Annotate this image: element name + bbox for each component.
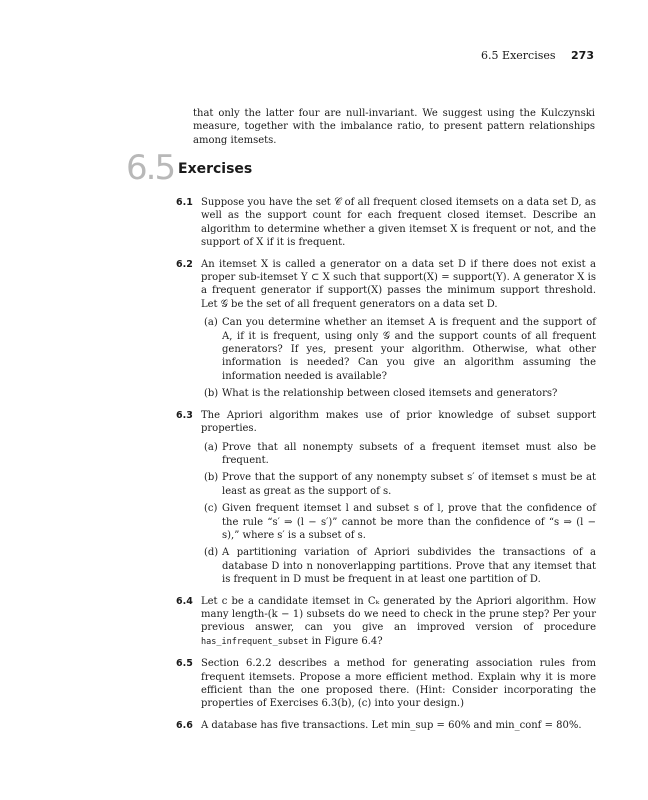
exercise-6-5 (176, 657, 596, 711)
part-text: Can you determine whether an itemset A is frequent and the support of A, if it is frequent, using only 𝒢 and the support counts of all frequent generators? If yes, present your algorithm. Otherwise, what other information is needed? Can you give an algorithm assuming the information needed is available? (222, 317, 596, 382)
part-label: (b) (204, 472, 219, 484)
intro-paragraph: that only the latter four are null-invariant. We suggest using the Kulczynski measure, together with the imbalance ratio, to present pattern relationships among itemsets. (193, 108, 595, 146)
exercise-number: 6.4 (176, 595, 193, 607)
exercise-part (201, 316, 596, 383)
exercise-text (201, 595, 596, 650)
exercise-text: Section 6.2.2 describes a method for generating association rules from frequent itemsets. Propose a more efficient method. Explain why it is more efficient than the one proposed there. (Hint: Consider incorporating the properties of Exercises 6.3(b), (c) into your design.) (201, 658, 596, 710)
exercise-part (201, 546, 596, 586)
exercise-6-6 (176, 719, 596, 732)
part-label: (c) (204, 503, 218, 515)
exercise-text: The Apriori algorithm makes use of prior knowledge of subset support properties. (201, 409, 596, 435)
section-title: Exercises (178, 161, 253, 177)
exercise-6-1 (176, 196, 596, 250)
exercise-part (201, 441, 596, 468)
exercise-6-2 (176, 258, 596, 401)
part-text: Prove that all nonempty subsets of a frequent itemset must also be frequent. (222, 441, 596, 466)
part-label: (d) (204, 547, 219, 559)
exercise-6-3 (176, 409, 596, 587)
part-label: (a) (204, 441, 218, 453)
running-header-section: 6.5 Exercises (481, 49, 556, 62)
exercise-number: 6.6 (176, 719, 193, 731)
exercise-6-4 (176, 595, 596, 650)
part-text: A partitioning variation of Apriori subdivides the transactions of a database D into n nonoverlapping partitions. Prove that any itemset that is frequent in D must be frequent in at least one partition of D. (222, 547, 596, 586)
part-text: Prove that the support of any nonempty subset s′ of itemset s must be at least as great as the support of s. (222, 472, 596, 497)
section-number: 6.5 (126, 148, 175, 188)
part-text: Given frequent itemset l and subset s of l, prove that the confidence of the rule “s′ ⇒ (l − s′)” cannot be more than the confidence of “s ⇒ (l − s),” where s′ is a subset of s. (222, 503, 596, 541)
exercise-number: 6.3 (176, 409, 193, 421)
exercise-number: 6.2 (176, 258, 193, 270)
part-text: What is the relationship between closed itemsets and generators? (222, 388, 558, 400)
part-label: (b) (204, 388, 219, 400)
exercise-text: A database has five transactions. Let min_sup = 60% and min_conf = 80%. (201, 719, 582, 731)
exercise-parts (201, 316, 596, 400)
exercise-part (201, 387, 596, 400)
running-header (481, 49, 594, 63)
exercise-part (201, 502, 596, 542)
exercise-list (176, 196, 596, 740)
exercise-text-start: Let c be a candidate itemset in Cₖ generated by the Apriori algorithm. How many length-(k − 1) subsets do we need to check in the prune step? Per your previous answer, can you give an improved version of procedure (201, 595, 596, 634)
procedure-name: has_infrequent_subset (201, 636, 309, 647)
exercise-text-end: in Figure 6.4? (308, 635, 383, 647)
exercise-text: Suppose you have the set 𝒞 of all frequent closed itemsets on a data set D, as well as the support count for each frequent closed itemset. Describe an algorithm to determine whether a given itemset X is frequent or not, and the support of X if it is frequent. (201, 197, 596, 249)
exercise-parts (201, 441, 596, 587)
exercise-text: An itemset X is called a generator on a data set D if there does not exist a proper sub-itemset Y ⊂ X such that support(X) = support(Y). A generator X is a frequent generator if support(X) passes the minimum support threshold. Let 𝒢 be the set of all frequent generators on a data set D. (201, 258, 596, 310)
exercise-number: 6.5 (176, 658, 193, 670)
page-number: 273 (571, 49, 594, 62)
exercise-number: 6.1 (176, 197, 193, 208)
exercise-part (201, 471, 596, 498)
part-label: (a) (204, 317, 218, 329)
